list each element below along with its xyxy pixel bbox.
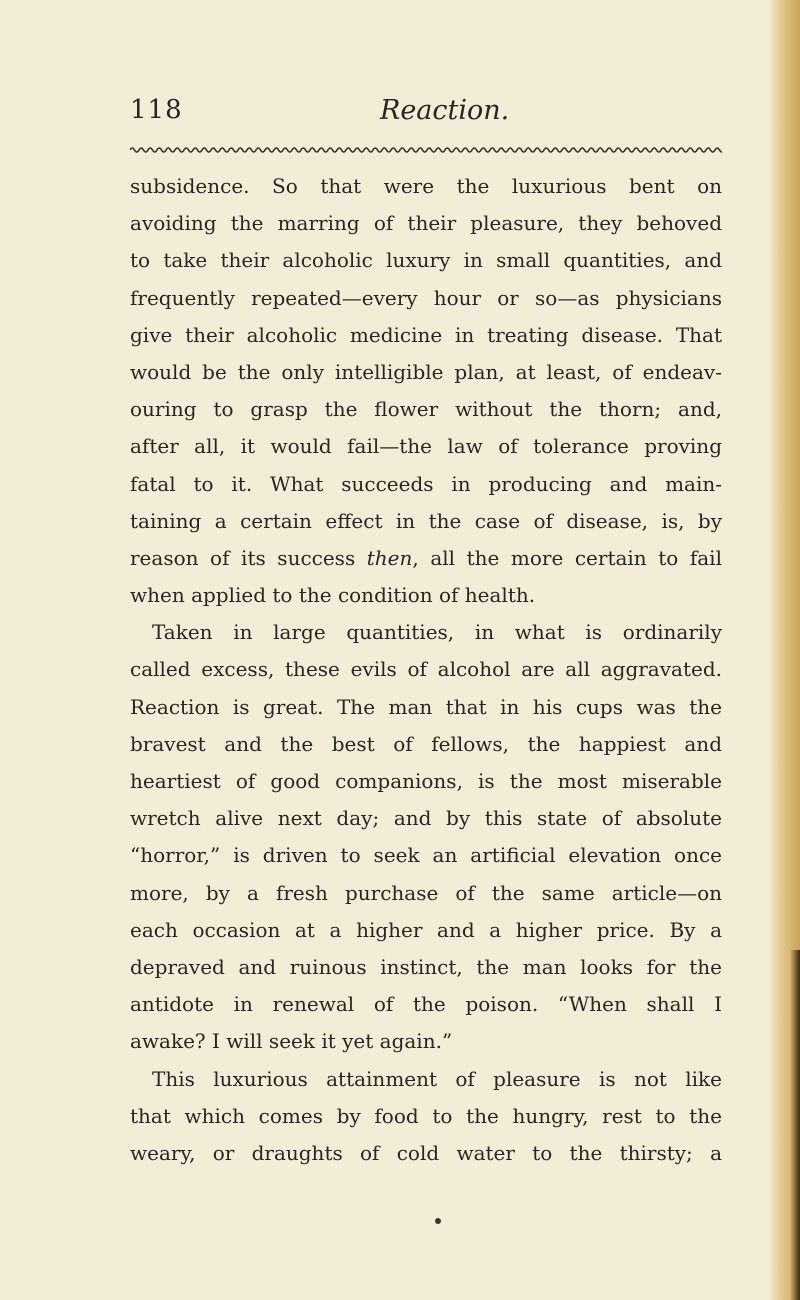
text-line: depraved and ruinous instinct, the man looks for the — [130, 954, 722, 979]
body-text — [130, 168, 722, 1172]
wavy-rule-ornament — [130, 142, 722, 158]
italic-emphasis: then — [366, 545, 413, 570]
text-line: after all, it would fail—the law of tolerance proving — [130, 434, 722, 459]
printer-mark — [435, 1218, 441, 1224]
text-line: that which comes by food to the hungry, rest to the — [130, 1103, 722, 1128]
text-line: fatal to it. What succeeds in producing and main- — [130, 471, 722, 496]
text-line-with-emphasis: reason of its success then, all the more certain to fail — [130, 545, 722, 570]
text-line: awake? I will seek it yet again.” — [130, 1029, 453, 1054]
text-line: avoiding the marring of their pleasure, they behoved — [130, 211, 722, 236]
text-line: Reaction is great. The man that in his cups was the — [130, 694, 722, 719]
page-edge-shadow — [790, 950, 800, 1300]
text-line: bravest and the best of fellows, the happiest and — [130, 731, 722, 756]
text-line: frequently repeated—every hour or so—as physicians — [130, 285, 722, 310]
page-number: 118 — [130, 95, 183, 125]
text-line: more, by a fresh purchase of the same article—on — [130, 880, 722, 905]
text-line: heartiest of good companions, is the most miserable — [130, 769, 722, 793]
text-line: called excess, these evils of alcohol are all aggravated. — [130, 657, 722, 682]
text-line: Taken in large quantities, in what is ordinarily — [152, 620, 722, 645]
running-title: Reaction. — [380, 95, 510, 126]
text-line: wretch alive next day; and by this state of absolute — [130, 806, 722, 831]
text-line: would be the only intelligible plan, at least, of endeav- — [130, 359, 722, 384]
text-line: This luxurious attainment of pleasure is not like — [152, 1066, 722, 1091]
text-line: give their alcoholic medicine in treating disease. That — [130, 322, 722, 347]
text-line: taining a certain effect in the case of disease, is, by — [130, 508, 722, 533]
text-line: each occasion at a higher and a higher price. By a — [130, 917, 722, 942]
text-line: when applied to the condition of health. — [130, 583, 536, 608]
text-line: weary, or draughts of cold water to the thirsty; a — [130, 1140, 722, 1165]
running-head — [130, 95, 710, 135]
text-line: subsidence. So that were the luxurious bent on — [130, 174, 722, 198]
text-line: antidote in renewal of the poison. “When shall I — [130, 992, 722, 1017]
text-line: ouring to grasp the flower without the thorn; and, — [130, 397, 722, 422]
text-line: “horror,” is driven to seek an artificial elevation once — [130, 843, 722, 868]
text-line: to take their alcoholic luxury in small quantities, and — [130, 248, 722, 273]
